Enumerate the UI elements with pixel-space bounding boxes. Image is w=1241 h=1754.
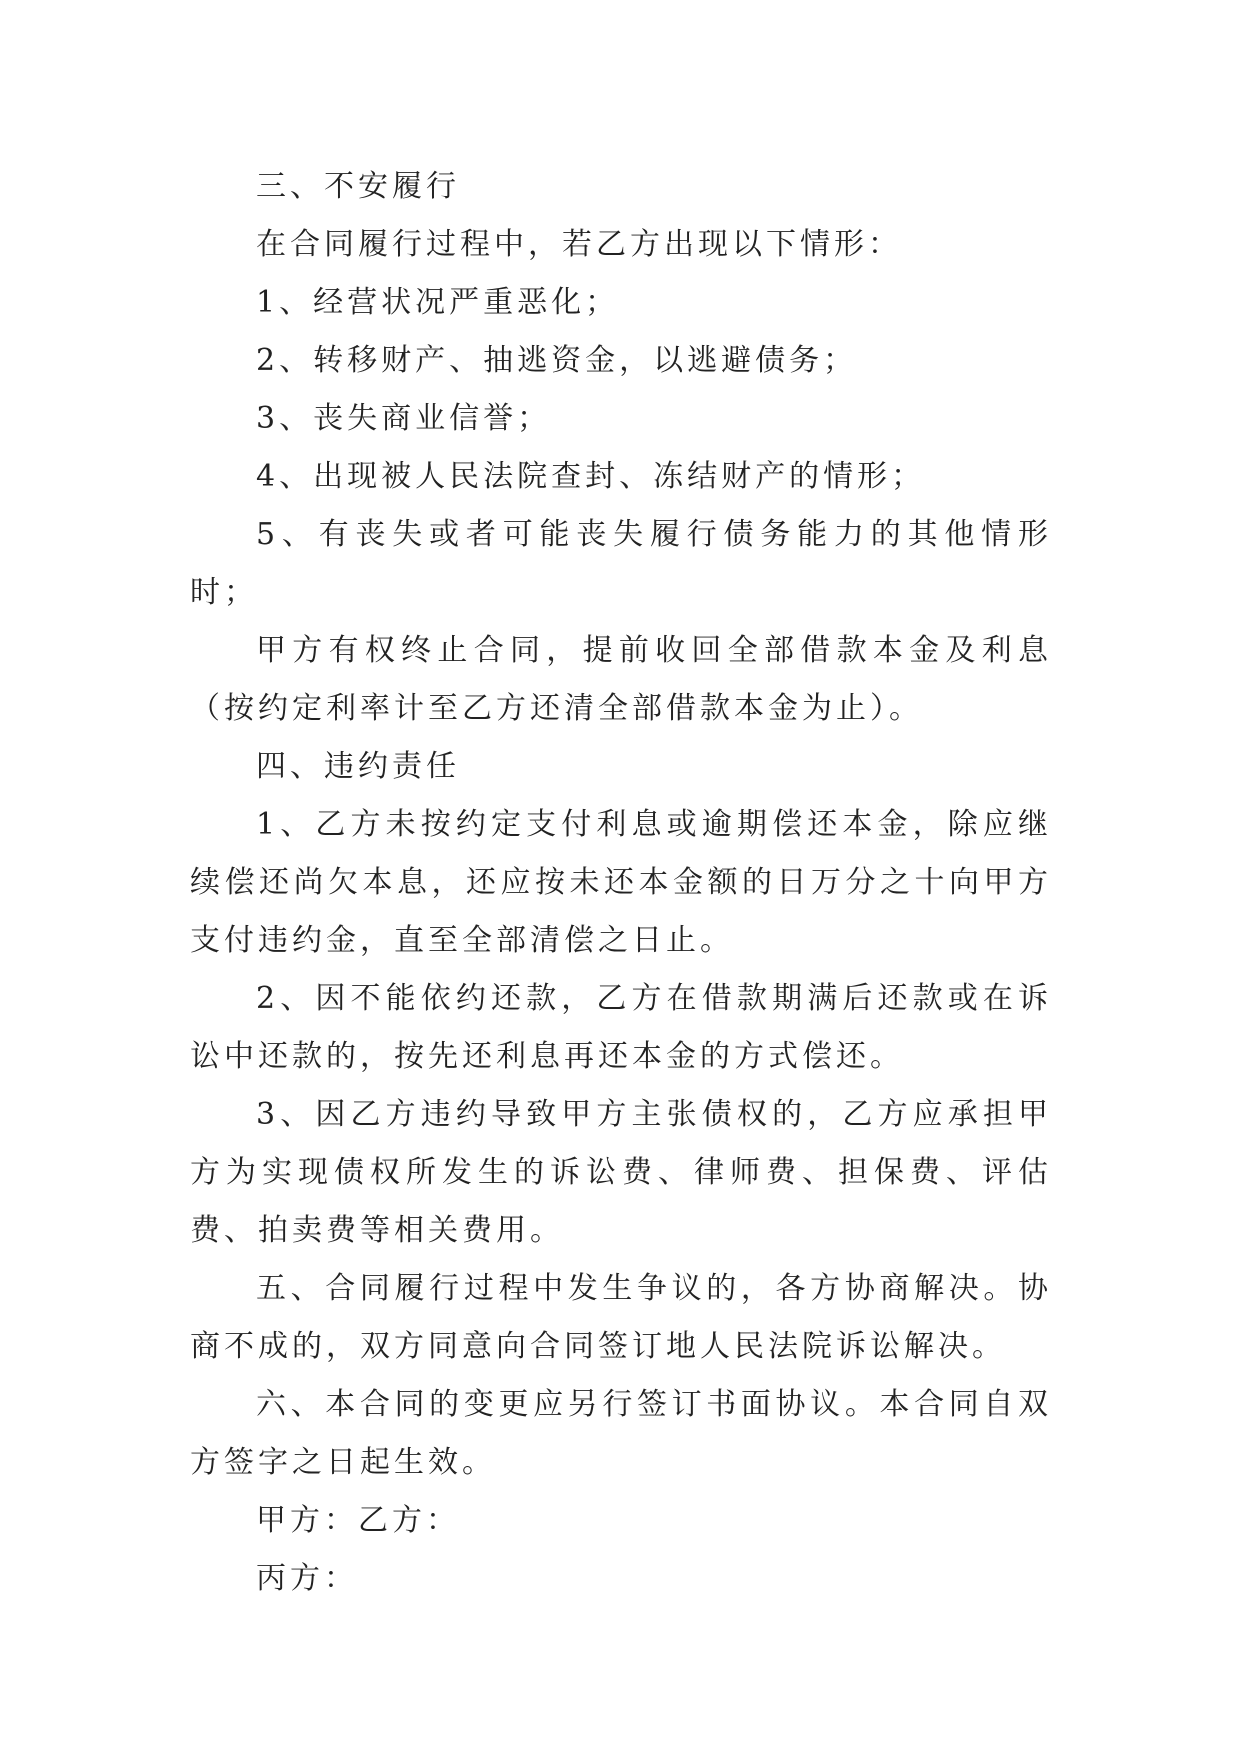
list-item-condition-3: 3、丧失商业信誉； [256,401,552,436]
signature-line-party-a-b: 甲方：乙方： [256,1503,460,1538]
list-item-condition-4: 4、出现被人民法院查封、冻结财产的情形； [256,459,926,494]
paragraph-liability-2: 2、因不能依约还款，乙方在借款期满后还款或在诉讼中还款的，按先还利息再还本金的方式偿还。 [190,981,1052,1074]
paragraph-dispute-resolution: 五、合同履行过程中发生争议的，各方协商解决。协商不成的，双方同意向合同签订地人民法院诉讼解决。 [190,1271,1052,1364]
section-heading-insecurity-defense: 三、不安履行 [256,169,460,204]
list-item-condition-1: 1、经营状况严重恶化； [256,285,620,320]
paragraph-amendment-effectiveness: 六、本合同的变更应另行签订书面协议。本合同自双方签字之日起生效。 [190,1387,1052,1480]
list-item-condition-2: 2、转移财产、抽逃资金，以逃避债务； [256,343,858,378]
signature-line-party-c: 丙方： [256,1561,358,1596]
paragraph-termination-right: 甲方有权终止合同，提前收回全部借款本金及利息（按约定利率计至乙方还清全部借款本金为止）。 [190,633,1052,726]
document-body [190,158,1052,1608]
paragraph-liability-1: 1、乙方未按约定支付利息或逾期偿还本金，除应继续偿还尚欠本息，还应按未还本金额的日万分之十向甲方支付违约金，直至全部清偿之日止。 [190,807,1052,958]
list-item-condition-5: 5、有丧失或者可能丧失履行债务能力的其他情形时； [190,517,1052,610]
section-heading-breach-liability: 四、违约责任 [256,749,460,784]
paragraph-conditions-intro: 在合同履行过程中，若乙方出现以下情形： [256,227,902,262]
paragraph-liability-3: 3、因乙方违约导致甲方主张债权的，乙方应承担甲方为实现债权所发生的诉讼费、律师费、担保费、评估费、拍卖费等相关费用。 [190,1097,1052,1248]
